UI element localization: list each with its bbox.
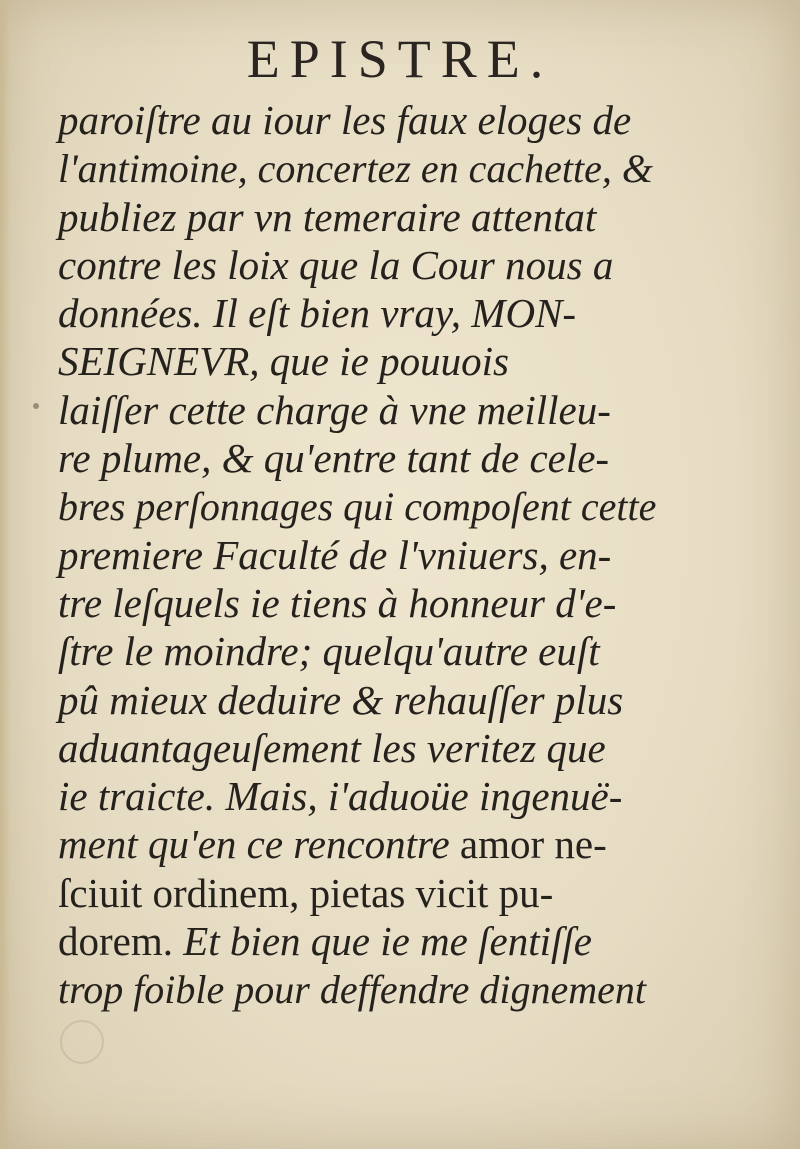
text-line-3: [58, 193, 658, 241]
line-segment: laiſſer cette charge à vne meilleu-: [58, 386, 611, 433]
line-segment: pû mieux deduire & rehauſſer plus: [58, 676, 624, 723]
line-segment: ie traicte. Mais, i'aduoüe ingenuë-: [58, 773, 623, 820]
line-segment-roman: ſciuit ordinem, pietas vicit pu-: [58, 869, 554, 916]
line-segment: trop foible pour deffendre dignement: [58, 967, 647, 1013]
line-segment: l'antimoine, concertez en cachette, &: [58, 146, 654, 192]
line-segment-roman: dorem.: [58, 918, 184, 965]
text-line-5: [58, 289, 658, 337]
line-segment: données. Il eſt bien vray, MON-: [58, 290, 577, 337]
text-line-11: [58, 579, 658, 627]
text-line-18: [58, 917, 658, 965]
text-line-2: [58, 144, 658, 192]
running-title: EPISTRE.: [246, 29, 554, 89]
text-line-4: [58, 241, 658, 289]
line-segment: tre leſquels ie tiens à honneur d'e-: [58, 579, 617, 626]
line-segment: Et bien que ie me ſentiſſe: [183, 918, 592, 965]
text-line-10: [58, 531, 658, 579]
text-line-6: [58, 337, 658, 385]
line-segment: bres perſonnages qui compoſent cette: [58, 484, 657, 530]
line-segment: re plume, & qu'entre tant de cele-: [58, 435, 610, 482]
text-line-1: [58, 96, 658, 144]
body-text: [58, 96, 658, 1014]
line-segment: premiere Faculté de l'vniuers, en-: [58, 531, 612, 578]
text-line-19: [58, 965, 658, 1013]
line-segment: paroiſtre au iour les faux eloges de: [58, 97, 632, 143]
text-line-7: [58, 386, 658, 434]
line-segment: aduantageuſement les veritez que: [58, 724, 606, 771]
line-segment: publiez par vn temeraire attentat: [58, 193, 597, 240]
text-line-13: [58, 676, 658, 724]
line-segment: ment qu'en ce rencontre: [58, 821, 460, 868]
line-segment: SEIGNEVR, que ie pouuois: [58, 338, 509, 385]
ink-spot: [33, 403, 39, 409]
text-line-14: [58, 724, 658, 772]
line-segment: contre les loix que la Cour nous a: [58, 241, 614, 288]
text-line-17: [58, 869, 658, 917]
line-segment: ſtre le moindre; quelqu'autre euſt: [58, 628, 600, 675]
paper-stain: [60, 1020, 104, 1064]
text-line-16: [58, 820, 658, 868]
page-gutter-edge: [0, 0, 10, 1149]
text-line-9: [58, 482, 658, 530]
line-segment-roman: amor ne-: [459, 821, 607, 868]
text-line-12: [58, 627, 658, 675]
text-line-15: [58, 772, 658, 820]
text-line-8: [58, 434, 658, 482]
